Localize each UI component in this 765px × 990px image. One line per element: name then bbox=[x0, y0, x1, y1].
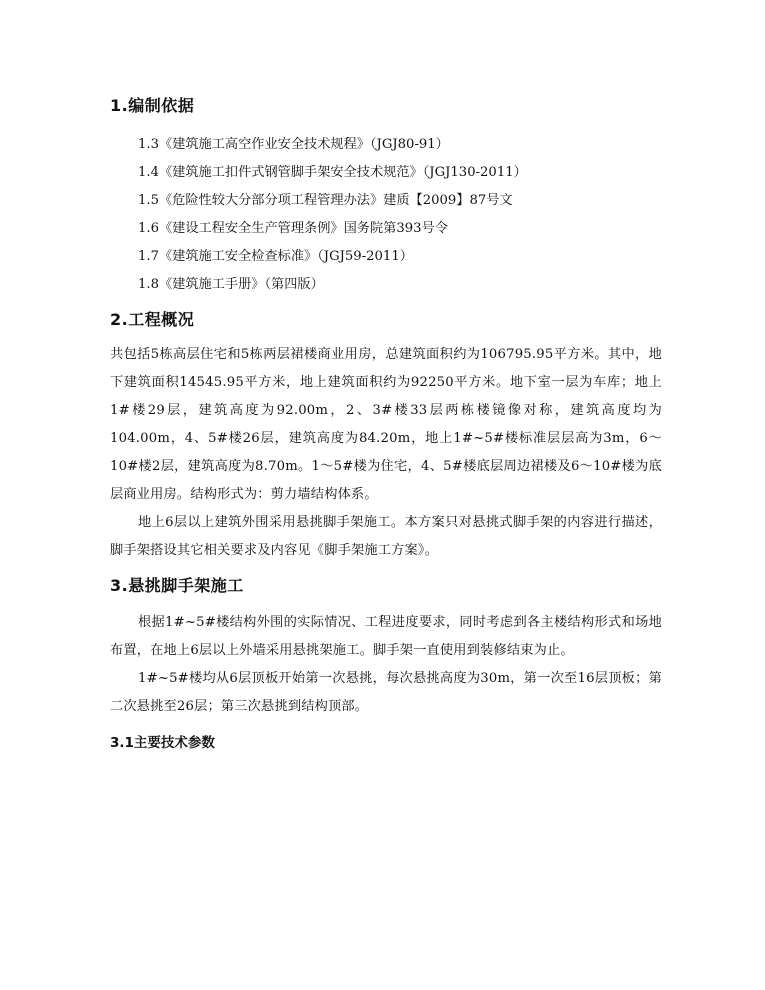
document-content bbox=[110, 95, 662, 753]
subsection-heading-parameters: 3.1主要技术参数 bbox=[110, 735, 215, 751]
overview-paragraph: 地上6层以上建筑外围采用悬挑脚手架施工。本方案只对悬挑式脚手架的内容进行描述，脚手架搭设其它相关要求及内容见《脚手架施工方案》。 bbox=[110, 515, 662, 558]
scaffold-paragraph: 1#~5#楼均从6层顶板开始第一次悬挑，每次悬挑高度为30m，第一次至16层顶板；第二次悬挑至26层；第三次悬挑到结构顶部。 bbox=[110, 671, 662, 714]
section-heading-basis: 1.编制依据 bbox=[110, 96, 195, 115]
section-heading-scaffold: 3.悬挑脚手架施工 bbox=[110, 576, 244, 595]
basis-list bbox=[110, 131, 662, 299]
list-item: 1.4《建筑施工扣件式钢管脚手架安全技术规范》（JGJ130-2011） bbox=[138, 165, 527, 180]
list-item: 1.5《危险性较大分部分项工程管理办法》建质【2009】87号文 bbox=[138, 193, 513, 208]
list-item: 1.6《建设工程安全生产管理条例》国务院第393号令 bbox=[138, 221, 448, 236]
scaffold-paragraph: 根据1#~5#楼结构外围的实际情况、工程进度要求，同时考虑到各主楼结构形式和场地布置，在地上6层以上外墙采用悬挑架施工。脚手架一直使用到装修结束为止。 bbox=[110, 615, 662, 658]
list-item: 1.7《建筑施工安全检查标准》（JGJ59-2011） bbox=[138, 249, 413, 264]
overview-paragraph: 共包括5栋高层住宅和5栋两层裙楼商业用房，总建筑面积约为106795.95平方米。其中，地下建筑面积14545.95平方米，地上建筑面积约为92250平方米。地下室一层为车库；地上1#楼29层，建筑高度为92.00m，2、3#楼33层两栋楼镜像对称，建筑高度均为104.00m，4、5#楼26层，建筑高度为84.20m，地上1#~5#楼标准层层高为3m，6～10#楼2层，建筑高度为8.70m。1～5#楼为住宅，4、5#楼底层周边裙楼及6～10#楼为底层商业用房。结构形式为：剪力墙结构体系。 bbox=[110, 347, 662, 502]
section-heading-overview: 2.工程概况 bbox=[110, 310, 195, 329]
list-item: 1.8《建筑施工手册》（第四版） bbox=[138, 277, 324, 292]
list-item: 1.3《建筑施工高空作业安全技术规程》（JGJ80-91） bbox=[138, 137, 449, 152]
